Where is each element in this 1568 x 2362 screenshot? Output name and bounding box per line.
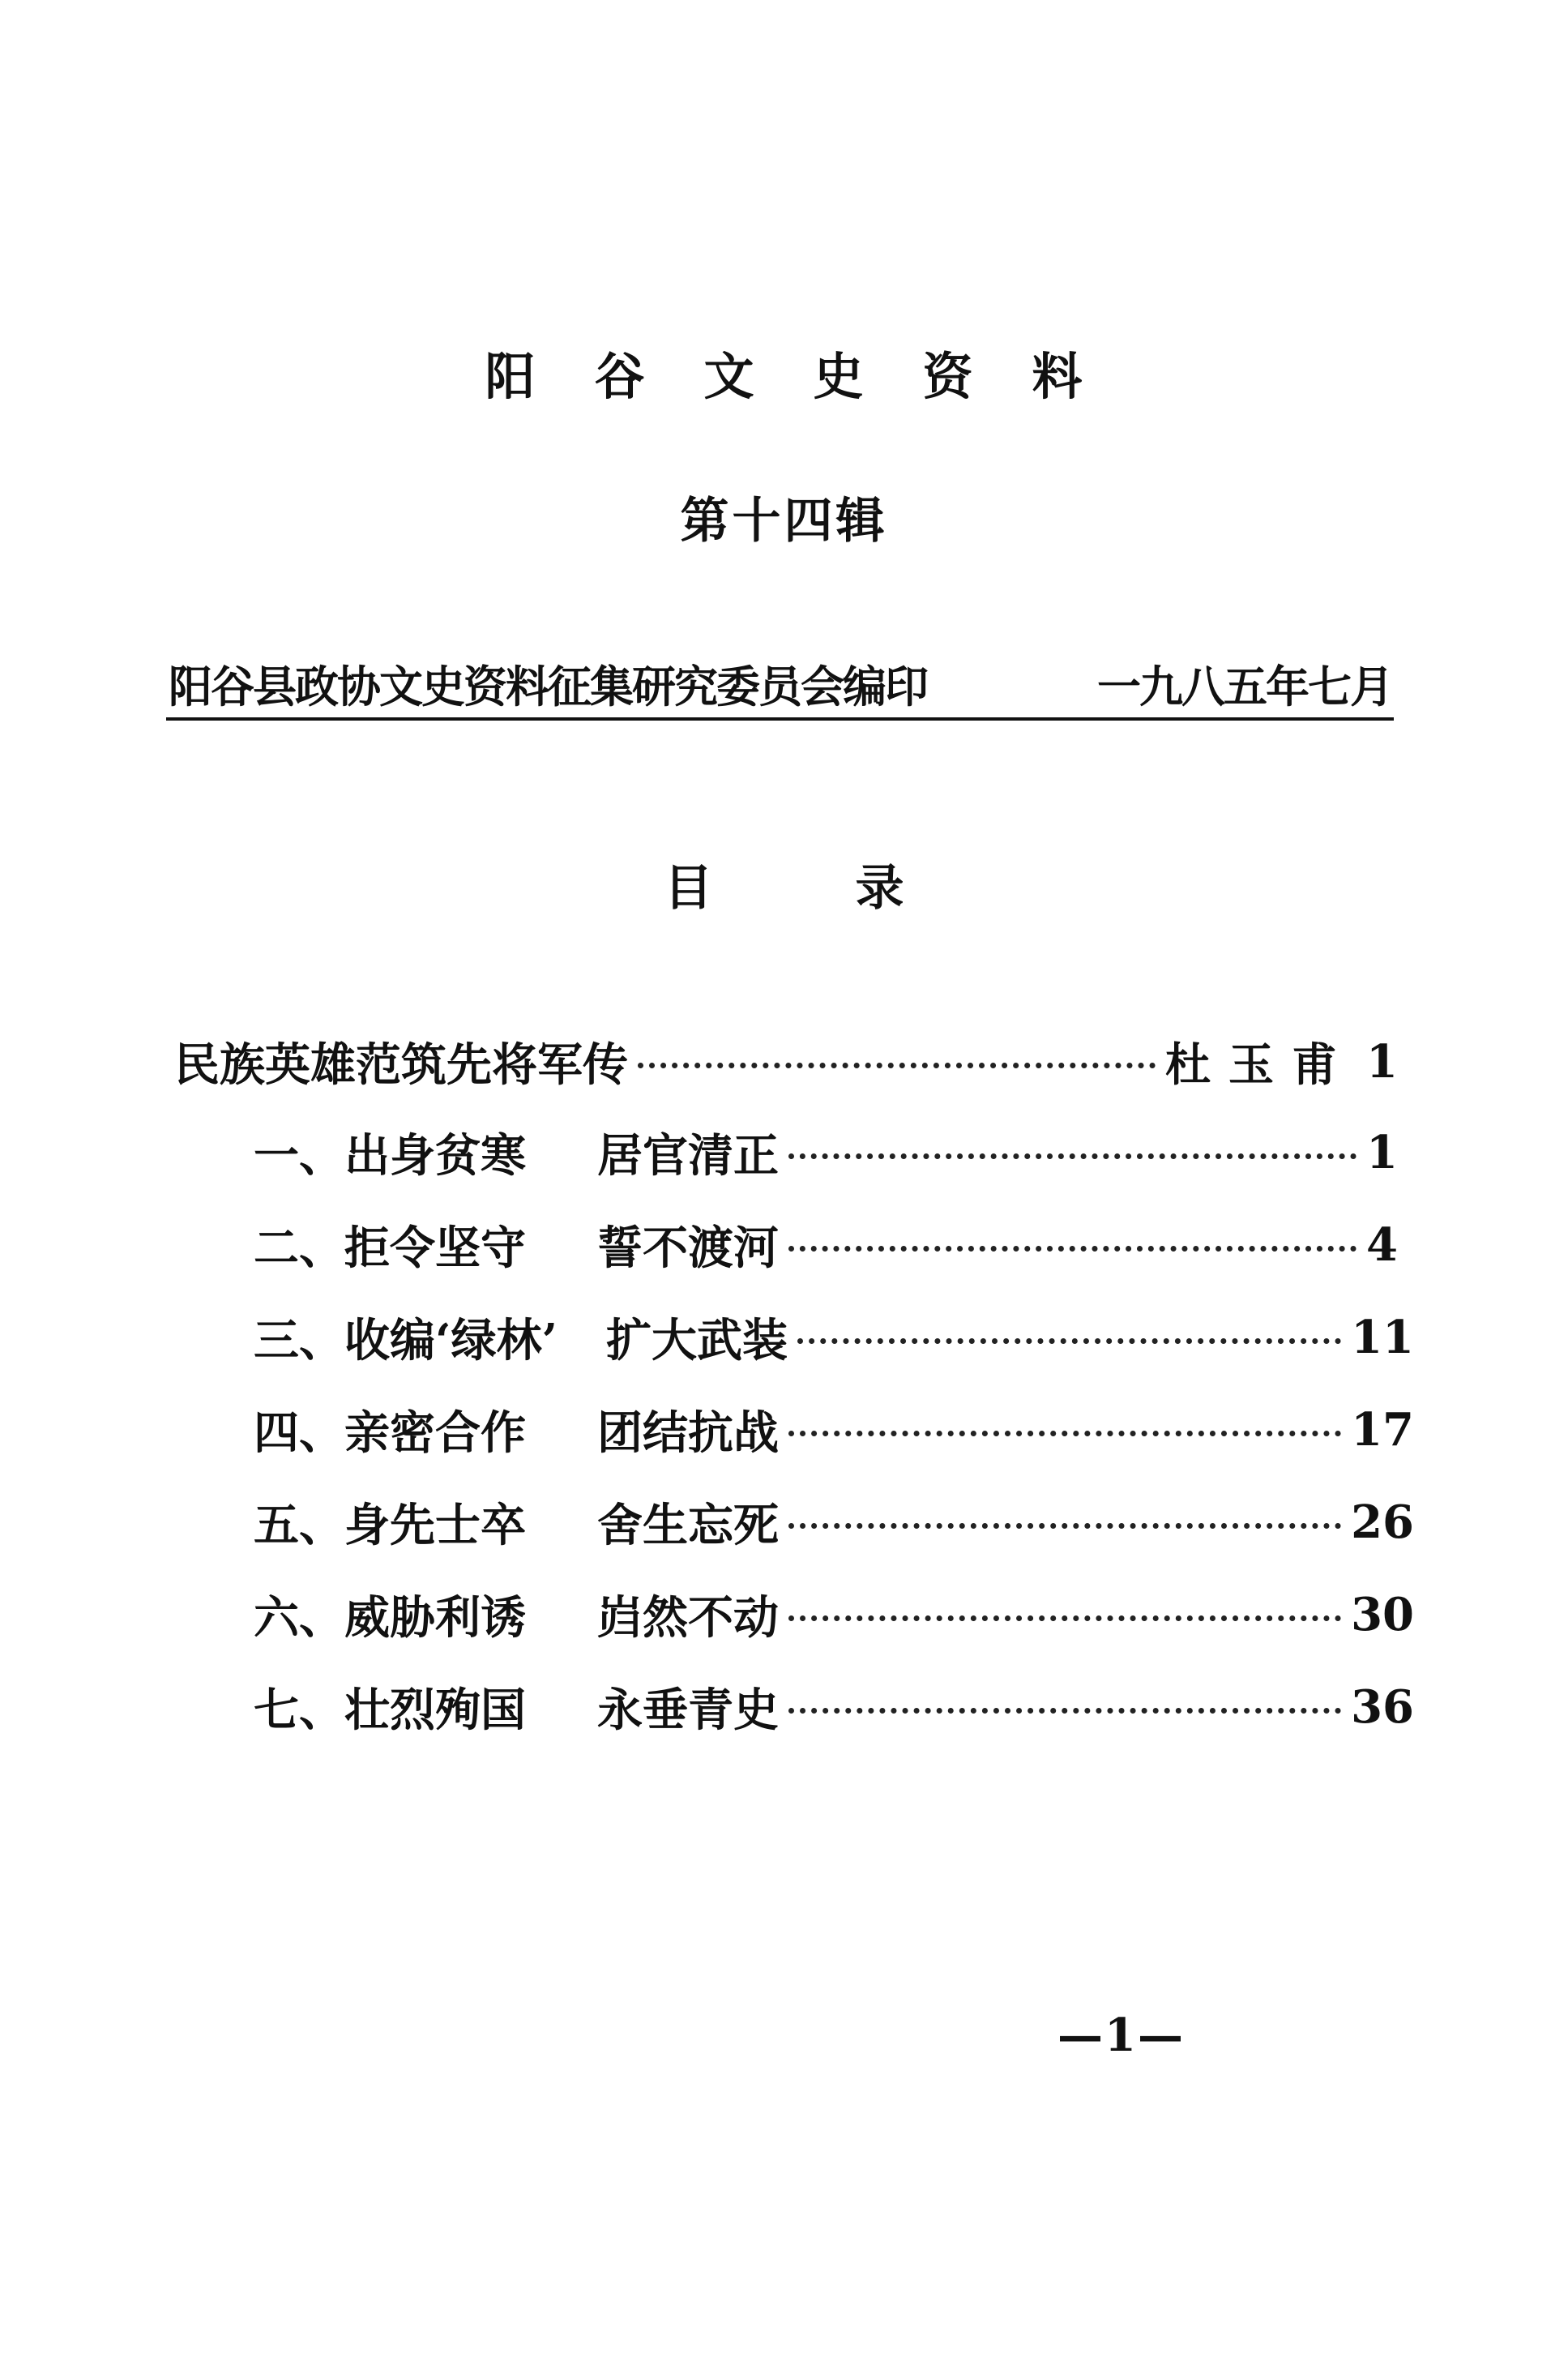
toc-leader-dots	[788, 1431, 1341, 1436]
toc-heading-char: 目	[664, 860, 713, 917]
toc-leader-dots	[788, 1523, 1341, 1529]
toc-entry-title	[254, 1213, 779, 1277]
toc-section-second: 扩大武装	[606, 1314, 788, 1367]
toc-entry-title	[254, 1490, 779, 1555]
document-title	[0, 336, 1568, 409]
toc-entry-page: 11	[1351, 1311, 1414, 1364]
title-char: 文	[703, 347, 755, 406]
toc-entry-page: 36	[1351, 1680, 1414, 1734]
toc-leader-dots	[788, 1708, 1341, 1714]
toc-entry-main[interactable]	[174, 1029, 1398, 1094]
publication-date: 一九八五年七月	[1097, 661, 1392, 712]
title-char: 阳	[485, 347, 536, 406]
toc-leader-dots	[797, 1338, 1341, 1344]
toc-entry-title	[254, 1675, 779, 1739]
publication-info	[169, 653, 1392, 717]
toc-entry-section[interactable]	[254, 1213, 1398, 1277]
toc-entry-title	[254, 1397, 779, 1462]
toc-section-second: 居官清正	[597, 1129, 779, 1183]
toc-section-first: 七、壮烈殉国	[254, 1684, 526, 1737]
toc-entry-section[interactable]	[254, 1305, 1414, 1370]
title-char: 料	[1032, 347, 1083, 406]
toc-entry-section[interactable]	[254, 1120, 1398, 1185]
toc-section-first: 六、威胁利诱	[254, 1591, 526, 1645]
toc-section-first: 五、身先士卒	[254, 1499, 526, 1552]
toc-entry-page: 26	[1351, 1496, 1414, 1549]
toc-entry-page: 1	[1366, 1126, 1398, 1179]
toc-section-first: 四、亲密合作	[254, 1406, 526, 1460]
toc-leader-dots	[788, 1246, 1357, 1252]
toc-section-first: 一、出身贫寒	[254, 1129, 526, 1183]
toc-entry-page: 30	[1351, 1588, 1414, 1641]
toc-section-second: 舍生忘死	[597, 1499, 779, 1552]
toc-section-first: 三、收编‘绿林’	[254, 1314, 558, 1367]
toc-entry-page: 1	[1366, 1035, 1398, 1089]
toc-heading	[0, 849, 1568, 919]
issue-number: 第十四辑	[680, 493, 888, 550]
toc-entry-title	[254, 1120, 779, 1185]
title-char: 史	[813, 347, 865, 406]
toc-section-second: 团结抗战	[597, 1406, 779, 1460]
toc-entry-section[interactable]	[254, 1490, 1414, 1555]
toc-section-second: 岿然不动	[597, 1591, 779, 1645]
toc-entry-title	[254, 1305, 788, 1370]
toc-section-second: 誓不渡河	[597, 1222, 779, 1275]
toc-leader-dots	[788, 1153, 1357, 1159]
toc-section-first: 二、拒令坚守	[254, 1222, 526, 1275]
toc-entry-section[interactable]	[254, 1675, 1414, 1739]
toc-entry-page: 4	[1366, 1218, 1398, 1272]
toc-entry-title: 民族英雄范筑先将军传	[174, 1038, 628, 1092]
toc-entry-page: 17	[1351, 1403, 1414, 1457]
title-char: 资	[922, 347, 974, 406]
toc-leader-dots	[638, 1063, 1156, 1068]
toc-entry-title	[254, 1582, 779, 1647]
title-char: 谷	[594, 347, 646, 406]
page-number: —1—	[1057, 2009, 1185, 2062]
toc-entry-section[interactable]	[254, 1582, 1414, 1647]
toc-heading-char: 录	[855, 860, 904, 917]
toc-entry-author: 杜玉甫	[1165, 1038, 1356, 1092]
toc-leader-dots	[788, 1615, 1341, 1621]
horizontal-rule	[166, 717, 1394, 721]
publisher: 阳谷县政协文史资料征集研究委员会编印	[169, 661, 927, 712]
toc-entry-section[interactable]	[254, 1397, 1414, 1462]
toc-section-second: 永垂青史	[597, 1684, 779, 1737]
